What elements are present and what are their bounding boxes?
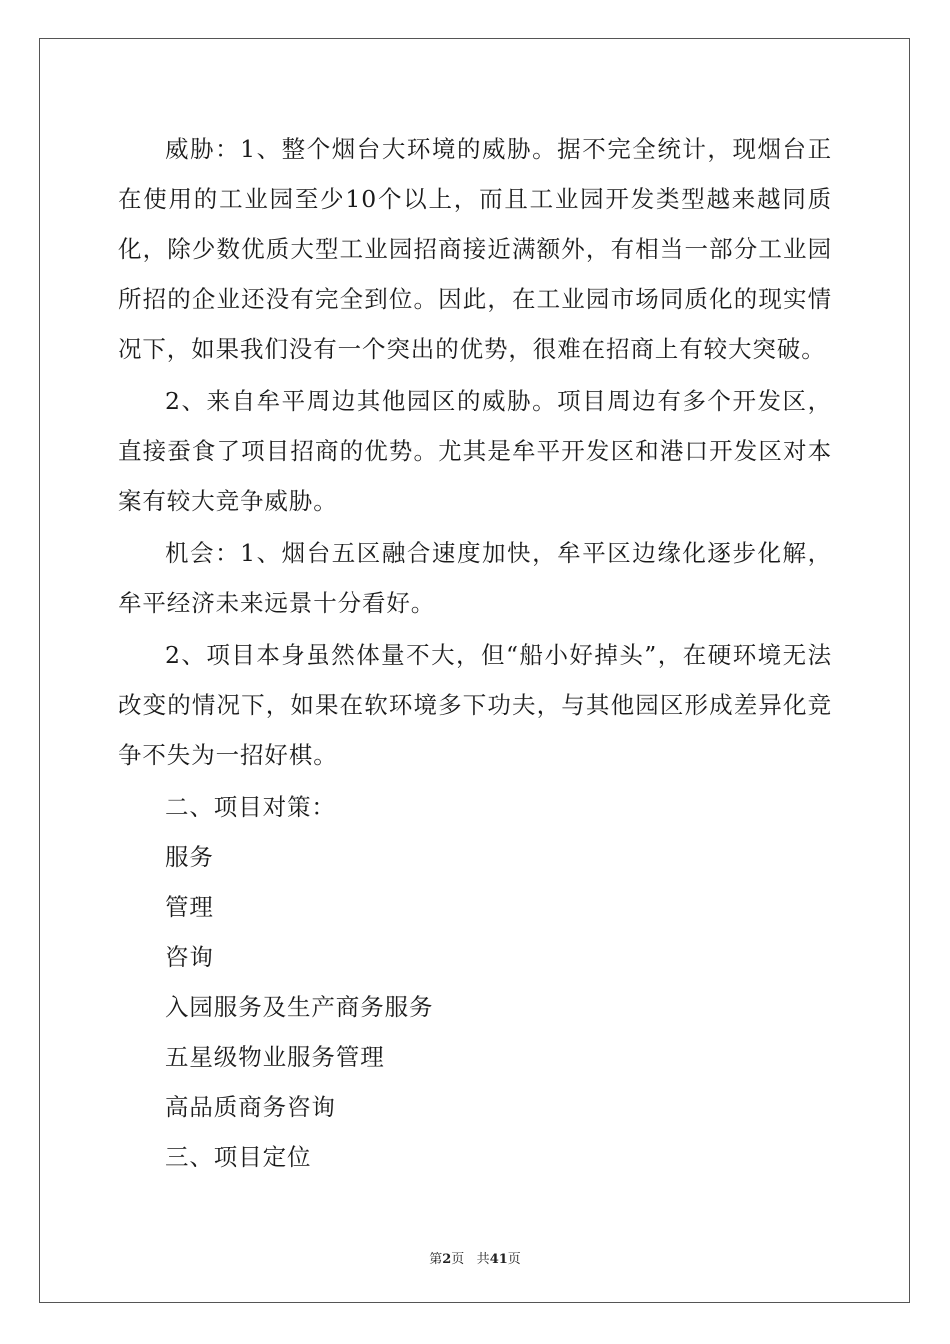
list-item: 五星级物业服务管理: [165, 1043, 385, 1071]
page-footer: [0, 1248, 950, 1267]
list-item: 服务: [165, 843, 214, 871]
paragraph-threat-2: 2、来自牟平周边其他园区的威胁。项目周边有多个开发区，直接蚕食了项目招商的优势。尤其是牟平开发区和港口开发区对本案有较大竞争威胁。: [118, 387, 832, 515]
paragraph-threat-1: 威胁：1、整个烟台大环境的威胁。据不完全统计，现烟台正在使用的工业园至少10个以上，而且工业园开发类型越来越同质化，除少数优质大型工业园招商接近满额外，有相当一部分工业园所招的企业还没有完全到位。因此，在工业园市场同质化的现实情况下，如果我们没有一个突出的优势，很难在招商上有较大突破。: [118, 135, 832, 363]
total-pages: 41: [489, 1252, 508, 1267]
list-item: 入园服务及生产商务服务: [165, 993, 434, 1021]
total-label-prefix: 共: [476, 1252, 490, 1267]
list-item: 咨询: [165, 943, 214, 971]
page-label-prefix: 第: [429, 1252, 443, 1267]
list-item: 高品质商务咨询: [165, 1093, 336, 1121]
section-heading-strategy: 二、项目对策：: [165, 793, 336, 821]
paragraph-opportunity-1: 机会：1、烟台五区融合速度加快，牟平区边缘化逐步化解，牟平经济未来远景十分看好。: [118, 539, 832, 617]
document-body: [118, 124, 832, 1182]
total-label-suffix: 页: [507, 1252, 521, 1267]
paragraph-opportunity-2: 2、项目本身虽然体量不大，但“船小好掉头”，在硬环境无法改变的情况下，如果在软环境多下功夫，与其他园区形成差异化竞争不失为一招好棋。: [118, 641, 832, 769]
list-item: 管理: [165, 893, 214, 921]
page-number: 2: [442, 1252, 452, 1267]
page-label-suffix: 页: [451, 1252, 465, 1267]
section-heading-positioning: 三、项目定位: [165, 1143, 312, 1171]
